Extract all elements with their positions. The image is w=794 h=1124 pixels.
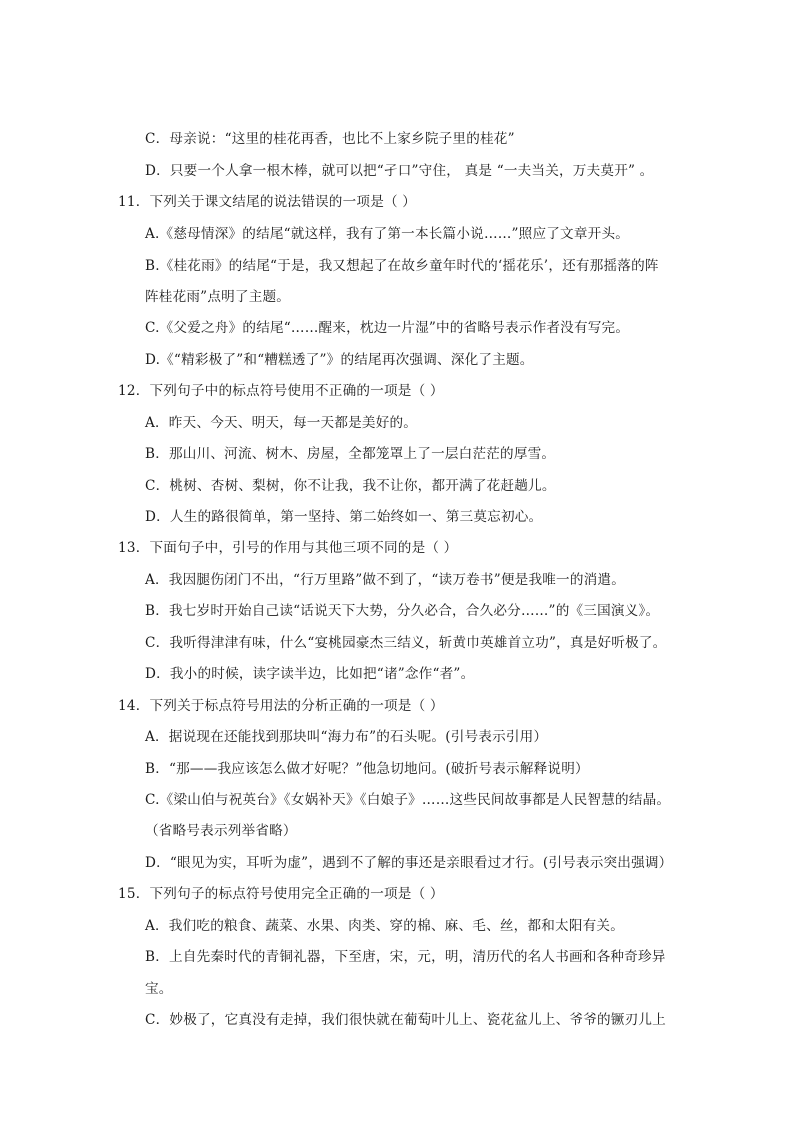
option-14c: C.《梁山伯与祝英台》《女娲补天》《白娘子》……这些民间故事都是人民智慧的结晶。: [145, 792, 671, 808]
option-13d: D．我小的时候，读字读半边，比如把“诸”念作“者”。: [145, 666, 475, 682]
option-11a: A.《慈母情深》的结尾“就这样，我有了第一本长篇小说……”照应了文章开头。: [145, 226, 630, 242]
option-11c: C.《父爱之舟》的结尾“……醒来，枕边一片湿”中的省略号表示作者没有写完。: [145, 320, 630, 336]
option-14d: D．“眼见为实，耳听为虚”，遇到不了解的事还是亲眼看过才行。(引号表示突出强调）: [145, 855, 673, 871]
option-13c: C．我听得津津有味，什么“宴桃园豪杰三结义，斩黄巾英雄首立功”，真是好听极了。: [145, 635, 667, 651]
option-14b: B．“那——我应该怎么做才好呢？”他急切地问。(破折号表示解释说明）: [145, 761, 589, 777]
question-12: 12．下列句子中的标点符号使用不正确的一项是（ ）: [118, 383, 444, 399]
option-11b: B.《桂花雨》的结尾“于是，我又想起了在故乡童年时代的‘摇花乐’，还有那摇落的阵: [145, 258, 659, 274]
option-10c: C．母亲说：“这里的桂花再香，也比不上家乡院子里的桂花”: [145, 131, 515, 147]
option-14c-continued: （省略号表示列举省略）: [145, 823, 297, 839]
option-12a: A．昨天、今天、明天，每一天都是美好的。: [145, 415, 418, 431]
option-11d: D.《“精彩极了”和“糟糕透了”》的结尾再次强调、深化了主题。: [145, 352, 534, 368]
option-15b: B．上自先秦时代的青铜礼器，下至唐，宋，元，明，清历代的名人书画和各种奇珍异: [145, 949, 666, 965]
option-13a: A．我因腿伤闭门不出，“行万里路”做不到了，“读万卷书”便是我唯一的消遣。: [145, 572, 626, 588]
question-14: 14．下列关于标点符号用法的分析正确的一项是（ ）: [118, 698, 444, 714]
option-12b: B．那山川、河流、树木、房屋，全都笼罩上了一层白茫茫的厚雪。: [145, 446, 556, 462]
option-13b: B．我七岁时开始自己读“话说天下大势，分久必合，合久必分……”的《三国演义》。: [145, 603, 660, 619]
option-12c: C．桃树、杏树、梨树，你不让我，我不让你，都开满了花赶趟儿。: [145, 478, 556, 494]
question-13: 13．下面句子中，引号的作用与其他三项不同的是（ ）: [118, 540, 458, 556]
option-15a: A．我们吃的粮食、蔬菜、水果、肉类、穿的棉、麻、毛、丝，都和太阳有关。: [145, 918, 625, 934]
option-15c: C．妙极了，它真没有走掉，我们很快就在葡萄叶儿上、瓷花盆儿上、爷爷的镢刃儿上: [145, 1012, 666, 1028]
option-11b-continued: 阵桂花雨”点明了主题。: [145, 289, 291, 305]
option-10d: D．只要一个人拿一根木棒，就可以把“孑口”守住， 真是 “一夫当关，万夫莫开” 。: [145, 163, 654, 179]
option-12d: D．人生的路很简单，第一坚持、第二始终如一、第三莫忘初心。: [145, 509, 543, 525]
option-14a: A．据说现在还能找到那块叫“海力布”的石头呢。(引号表示引用）: [145, 729, 548, 745]
question-11: 11．下列关于课文结尾的说法错误的一项是（ ）: [118, 194, 417, 210]
option-15b-continued: 宝。: [145, 981, 173, 997]
question-15: 15．下列句子的标点符号使用完全正确的一项是（ ）: [118, 886, 444, 902]
